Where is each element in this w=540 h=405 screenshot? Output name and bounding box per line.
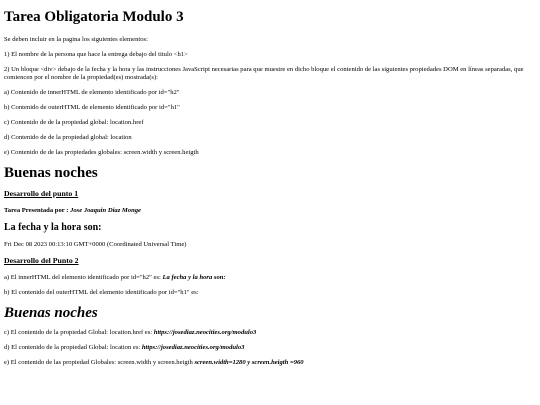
punto2-c-label: c) El contenido de la propiedad Global: location.href es: [4,329,153,336]
list-item: a) Contenido de innerHTML de elemento identificado por id="h2" [4,89,180,96]
presented-label: Tarea Presentada por : [4,207,69,214]
punto2-d-value: https://josediaz.neocities.org/modulo3 [141,344,245,351]
punto2-c [4,329,540,337]
page-title: Tarea Obligatoria Modulo 3 [4,9,184,25]
punto2-e [4,359,540,367]
punto2-a-value: La fecha y la hora son: [162,274,226,281]
punto2-d-label: d) El contenido de la propiedad Global: location es: [4,344,141,351]
outerhtml-greeting: Buenas noches [4,305,98,321]
intro-text: Se deben incluir en la pagina los siguientes elementos: [4,36,148,43]
punto2-d [4,344,540,352]
list-item: c) Contenido de de la propiedad global: location.href [4,119,144,126]
punto2-e-value: screen.width=1280 y screen.heigth =960 [194,359,304,366]
list-item: d) Contenido de de la propiedad global: location [4,134,132,141]
punto2-heading: Desarrollo del Punto 2 [4,256,79,265]
greeting-heading: Buenas noches [4,165,98,181]
list-item: 1) El nombre de la persona que hace la entrega debajo del titulo <h1> [4,51,188,58]
presented-by [4,207,540,215]
presented-name: Jose Joaquin Diaz Monge [70,207,141,214]
datetime-heading: La fecha y la hora son: [4,222,102,233]
punto2-b: b) El contenido del outerHTML del elemento identificado por id="h1" es: [4,289,199,296]
punto2-e-label: e) El contenido de las propiedad Globales: screen.width y screen.heigth [4,359,193,366]
list-item: e) Contenido de de las propiedades globales: screen.width y screen.heigth [4,149,199,156]
punto2-a [4,274,540,282]
list-item: b) Contenido de outerHTML de elemento identificado por id="h1" [4,104,180,111]
punto1-heading: Desarrollo del punto 1 [4,189,79,198]
punto2-a-label: a) El innerHTML del elemento identificado por id="h2" es: [4,274,161,281]
datetime-value: Fri Dec 08 2023 00:13:10 GMT+0000 (Coordinated Universal Time) [4,241,187,248]
punto2-c-value: https://josediaz.neocities.org/modulo3 [153,329,257,336]
list-item: 2) Un bloque <div> debajo de la fecha y la hora y las instrucciones JavaScript necesarias para que muestre en dicho bloque el contenido de las siguientes propiedades DOM en líneas separadas, que comiencen por el nombre de la propiedad(es) mostrada(s): [4,66,524,81]
